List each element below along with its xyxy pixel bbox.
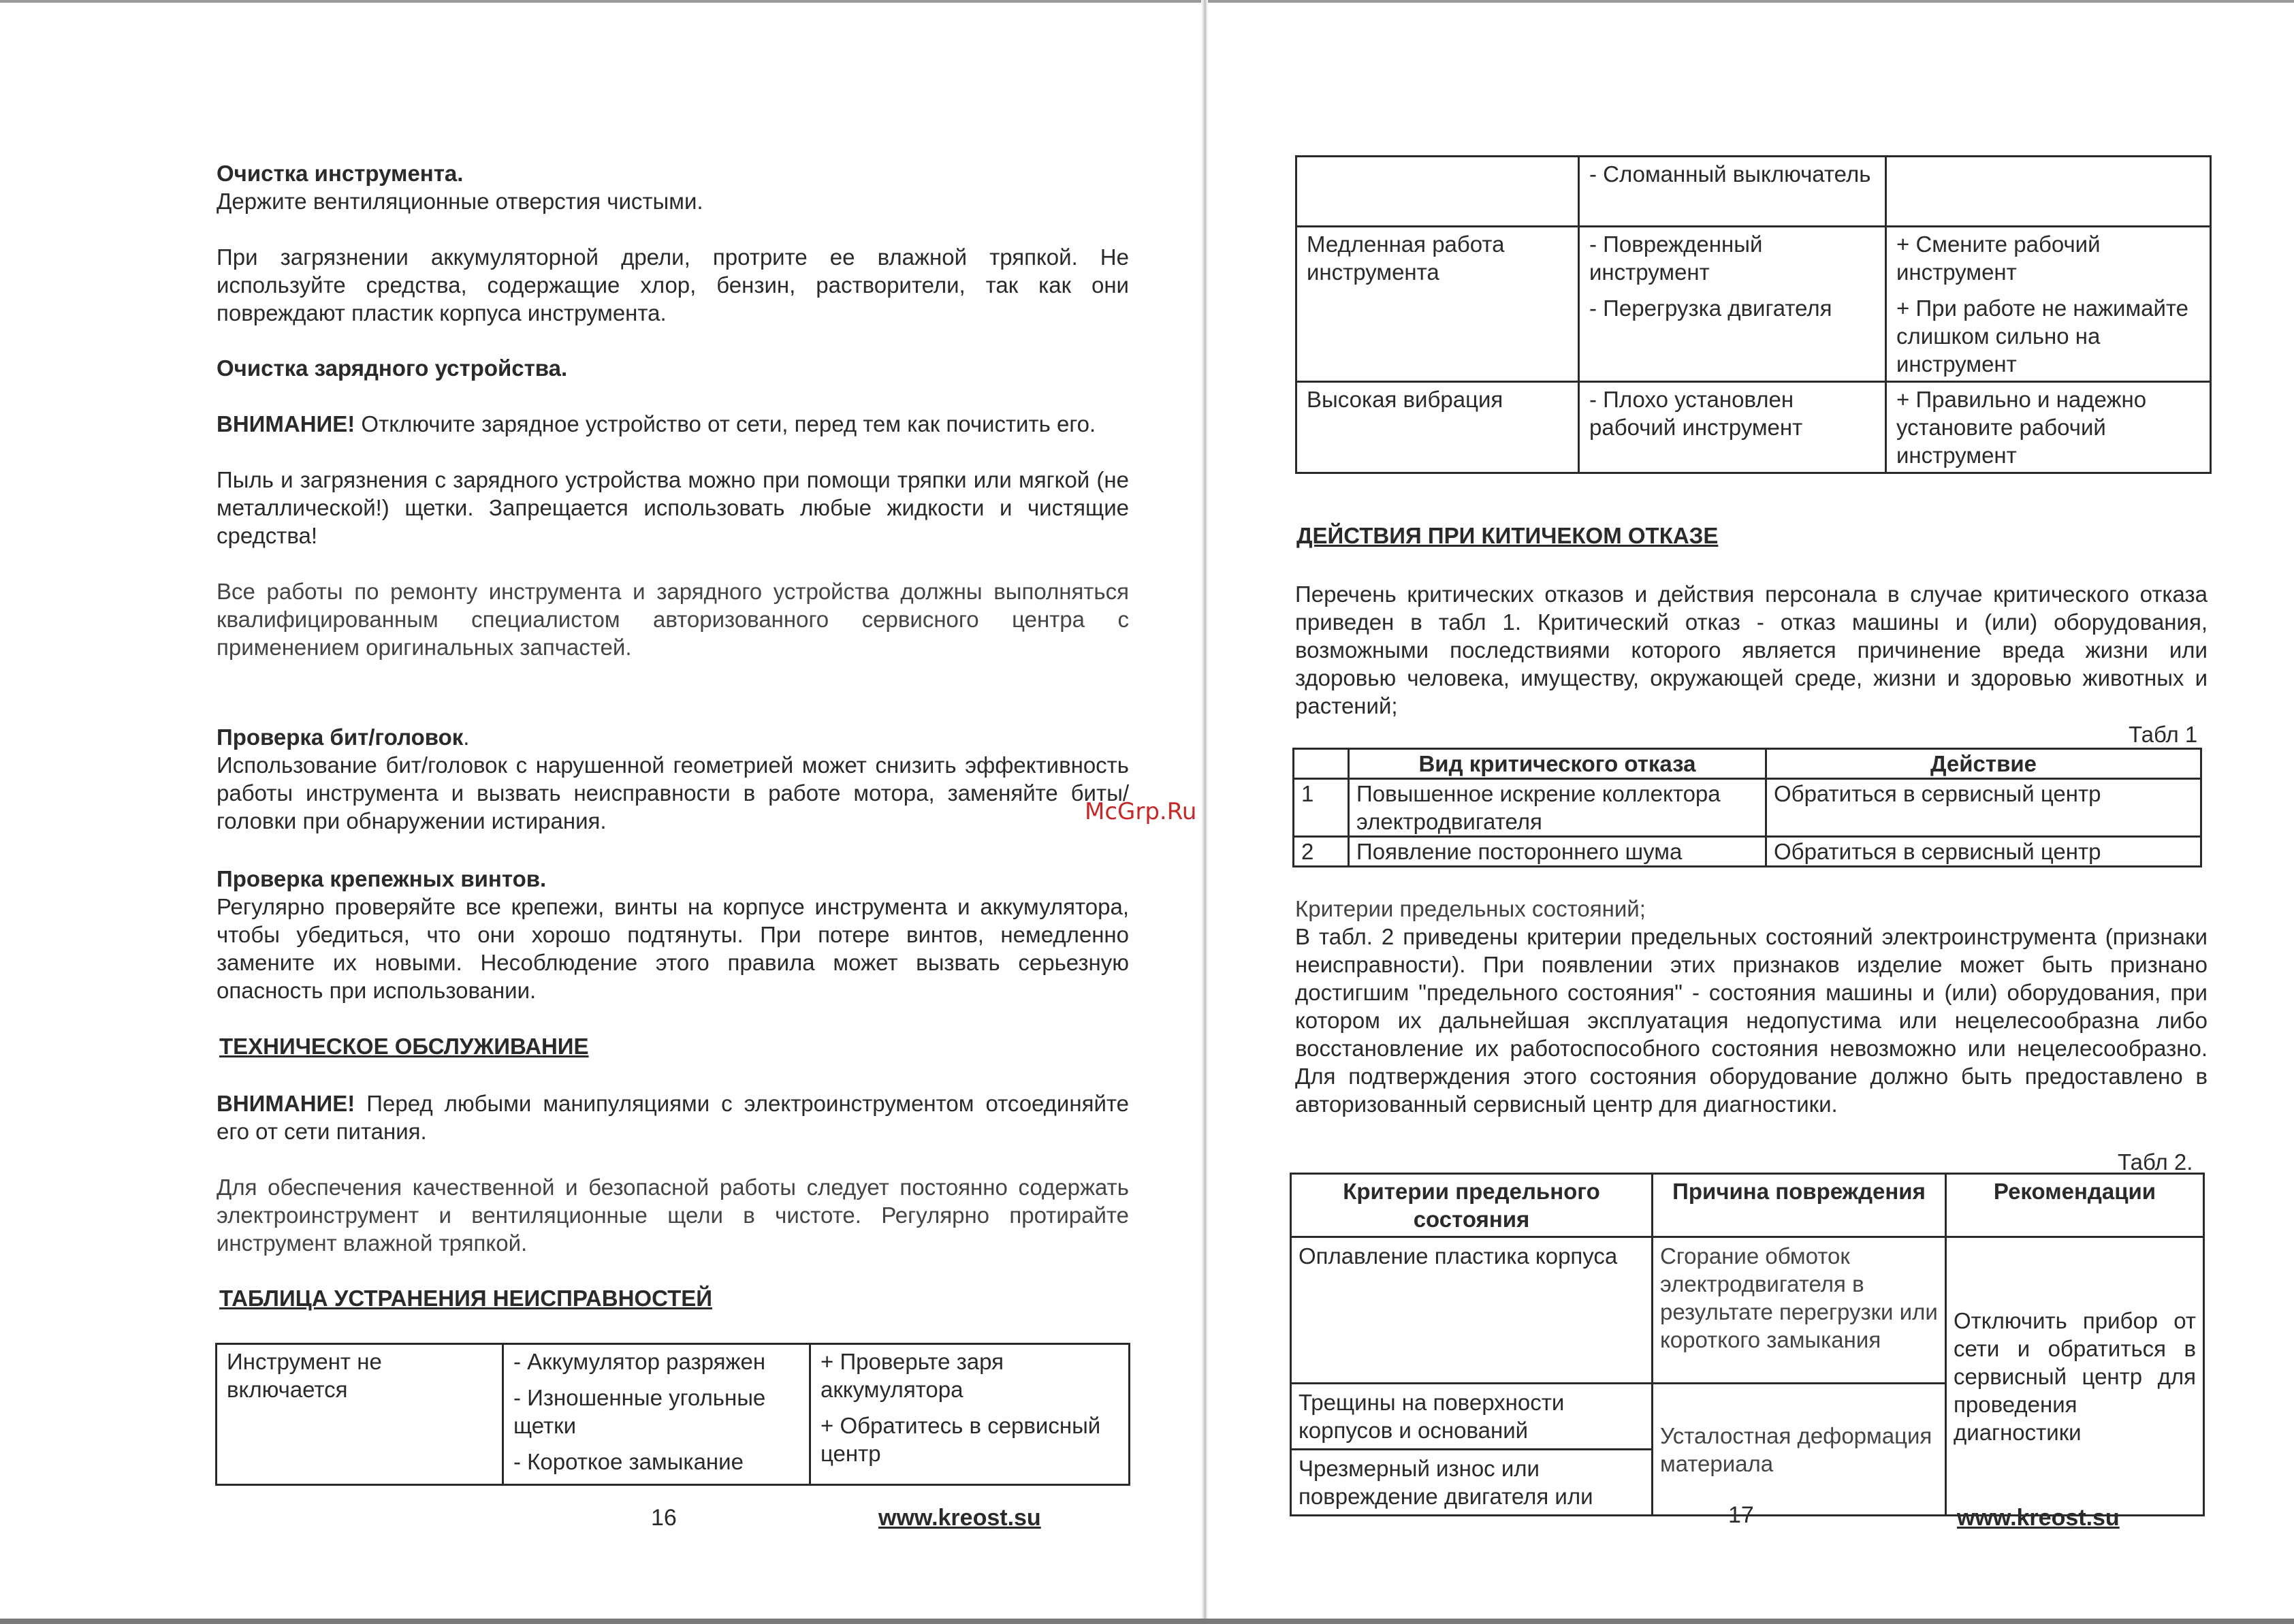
problem-cell: Высокая вибрация [1296, 382, 1579, 473]
col-recommendation-header: Рекомендации [1946, 1174, 2204, 1237]
action-item: + Правильно и надежно установите рабочий инструмент [1896, 387, 2147, 468]
recommendation-cell: Отключить прибор от сети и обратиться в сервисный центр для проведения диагностики [1946, 1237, 2204, 1516]
screws-section [217, 865, 1129, 1004]
causes-cell [503, 1344, 810, 1485]
limit-section [1295, 895, 2208, 1118]
table-row [1294, 779, 2201, 837]
table-row [217, 1344, 1130, 1485]
actions-cell [810, 1344, 1130, 1485]
table2-label: Табл 2. [2118, 1149, 2193, 1175]
cleaning-charger-section [217, 354, 1129, 661]
failure-action: Обратиться в сервисный центр [1766, 837, 2201, 867]
cleaning-tool-title: Очистка инструмента. [217, 161, 464, 186]
cause-cell: Сгорание обмоток электродвигателя в результате перегрузки или короткого замыкания [1653, 1237, 1946, 1384]
site-link[interactable]: www.kreost.su [878, 1505, 1041, 1531]
service-para: Все работы по ремонту инструмента и зарядного устройства должны выполняться квалифицированным специалистом авторизованного сервисного центра с применением оригинальных запчастей. [217, 579, 1129, 660]
charger-para: Пыль и загрязнения с зарядного устройства можно при помощи тряпки или мягкой (не металлической!) щетки. Запрещается использовать любые жидкости и чистящие средства! [217, 467, 1129, 548]
col-criterion-header: Критерии предельного состояния [1291, 1174, 1653, 1237]
maintenance-section [217, 1089, 1129, 1257]
action-item: + Проверьте заря аккумулятора [821, 1349, 1004, 1402]
troubleshooting-table [215, 1343, 1130, 1486]
page-number: 17 [1728, 1502, 1754, 1528]
bits-title: Проверка бит/головок [217, 725, 464, 750]
charger-warning-label: ВНИМАНИЕ! [217, 411, 355, 436]
cleaning-tool-para: При загрязнении аккумуляторной дрели, протрите ее влажной тряпкой. Не используйте средства, содержащие хлор, бензин, растворители, так как они повреждают пластик корпуса инструмента. [217, 244, 1129, 325]
failure-type: Повышенное искрение коллектора электродвигателя [1349, 779, 1766, 837]
table-row [1294, 837, 2201, 867]
table-row [1291, 1237, 2204, 1384]
book-spine [1201, 0, 1208, 1624]
cleaning-tool-line: Держите вентиляционные отверстия чистыми. [217, 189, 703, 214]
table-row [1296, 382, 2211, 473]
failure-type: Появление постороннего шума [1349, 837, 1766, 867]
criterion-cell: Чрезмерный износ или повреждение двигателя или [1291, 1450, 1653, 1516]
problem-cell [1296, 157, 1579, 227]
bits-para: Использование бит/головок с нарушенной геометрией может снизить эффективность работы инструмента и вызвать неисправности в работе мотора, заменяйте биты/головки при обнаружении истирания. [217, 752, 1129, 833]
action-item: + Смените рабочий инструмент [1896, 232, 2101, 285]
maintenance-para: Для обеспечения качественной и безопасной работы следует постоянно содержать электроинструмент и вентиляционные щели в чистоте. Регулярно протирайте инструмент влажной тряпкой. [217, 1175, 1129, 1256]
actions-cell [1886, 227, 2211, 382]
causes-cell [1579, 382, 1886, 473]
watermark: McGrp.Ru [1085, 798, 1197, 825]
bits-title-line [217, 723, 1129, 751]
cause-item: - Сломанный выключатель [1589, 161, 1871, 187]
action-item: + При работе не нажимайте слишком сильно на инструмент [1896, 296, 2189, 377]
limit-table [1290, 1173, 2205, 1516]
actions-cell [1886, 382, 2211, 473]
site-link[interactable]: www.kreost.su [1957, 1505, 2120, 1531]
bits-section [217, 723, 1129, 835]
problem-cell: Медленная работа инструмента [1296, 227, 1579, 382]
cause-item: - Плохо установлен рабочий инструмент [1589, 387, 1803, 440]
cause-item: - Аккумулятор разряжен [513, 1349, 766, 1374]
charger-warning-text: Отключите зарядное устройство от сети, перед тем как почистить его. [355, 411, 1096, 436]
maintenance-warning-text: Перед любыми манипуляциями с электроинструментом отсоединяйте его от сети питания. [217, 1091, 1129, 1144]
cause-cell: Усталостная деформация материала [1653, 1384, 1946, 1516]
col-type-header: Вид критического отказа [1349, 749, 1766, 779]
cause-item: - Перегрузка двигателя [1589, 296, 1832, 321]
page-number: 16 [651, 1505, 677, 1531]
criterion-cell: Оплавление пластика корпуса [1291, 1237, 1653, 1384]
causes-cell [1579, 157, 1886, 227]
table1-label: Табл 1 [2129, 722, 2198, 747]
failure-action: Обратиться в сервисный центр [1766, 779, 2201, 837]
col-num-header [1294, 749, 1349, 779]
screws-para: Регулярно проверяйте все крепежи, винты на корпусе инструмента и аккумулятора, чтобы убедиться, что они хорошо подтянуты. При потере винтов, немедленно замените их новыми. Несоблюдение этого правила может вызвать серьезную опасность при использовании. [217, 894, 1129, 1003]
row-number: 2 [1294, 837, 1349, 867]
critical-heading: ДЕЙСТВИЯ ПРИ КИТИЧЕКОМ ОТКАЗЕ [1296, 523, 1719, 548]
table-header-row [1294, 749, 2201, 779]
maintenance-warning [217, 1089, 1129, 1145]
troubleshooting-table-continued [1295, 155, 2212, 474]
troubleshooting-heading: ТАБЛИЦА УСТРАНЕНИЯ НЕИСПРАВНОСТЕЙ [219, 1286, 712, 1311]
actions-cell [1886, 157, 2211, 227]
table-row [1296, 227, 2211, 382]
problem-cell: Инструмент не включается [217, 1344, 503, 1485]
maintenance-warning-label: ВНИМАНИЕ! [217, 1091, 355, 1116]
table-row [1296, 157, 2211, 227]
col-action-header: Действие [1766, 749, 2201, 779]
screws-title: Проверка крепежных винтов. [217, 866, 547, 891]
maintenance-heading: ТЕХНИЧЕСКОЕ ОБСЛУЖИВАНИЕ [219, 1034, 589, 1059]
cause-item: - Короткое замыкание [513, 1449, 744, 1474]
row-number: 1 [1294, 779, 1349, 837]
cleaning-charger-title: Очистка зарядного устройства. [217, 355, 568, 381]
table-header-row [1291, 1174, 2204, 1237]
limit-title: Критерии предельных состояний; [1295, 896, 1646, 921]
cause-item: - Изношенные угольные щетки [513, 1385, 766, 1438]
causes-cell [1579, 227, 1886, 382]
cleaning-tool-section [217, 159, 1129, 327]
col-cause-header: Причина повреждения [1653, 1174, 1946, 1237]
criterion-cell: Трещины на поверхности корпусов и оснований [1291, 1384, 1653, 1450]
charger-warning [217, 410, 1129, 438]
action-item: + Обратитесь в сервисный центр [821, 1413, 1101, 1466]
limit-para: В табл. 2 приведены критерии предельных состояний электроинструмента (признаки неисправности). При появлении этих признаков изделие может быть признано достигшим "предельного состояния" - состояния машины и (или) оборудования, при котором их дальнейшая эксплуатация недопустима или нецелесообразна либо восстановление их работоспособного состояния невозможно или нецелесообразно. Для подтверждения этого состояния оборудование должно быть предоставлено в авторизованный сервисный центр для диагностики. [1295, 924, 2208, 1117]
cause-item: - Поврежденный инструмент [1589, 232, 1763, 285]
critical-para: Перечень критических отказов и действия персонала в случае критического отказа приведен в табл 1. Критический отказ - отказ машины и (или) оборудования, возможными последствиями которого является причинение вреда жизни или здоровью человека, имуществу, окружающей среде, жизни и здоровью животных и растений; [1295, 582, 2208, 718]
critical-table [1292, 748, 2202, 867]
bits-title-dot: . [463, 725, 470, 750]
right-page [1208, 0, 2294, 1624]
